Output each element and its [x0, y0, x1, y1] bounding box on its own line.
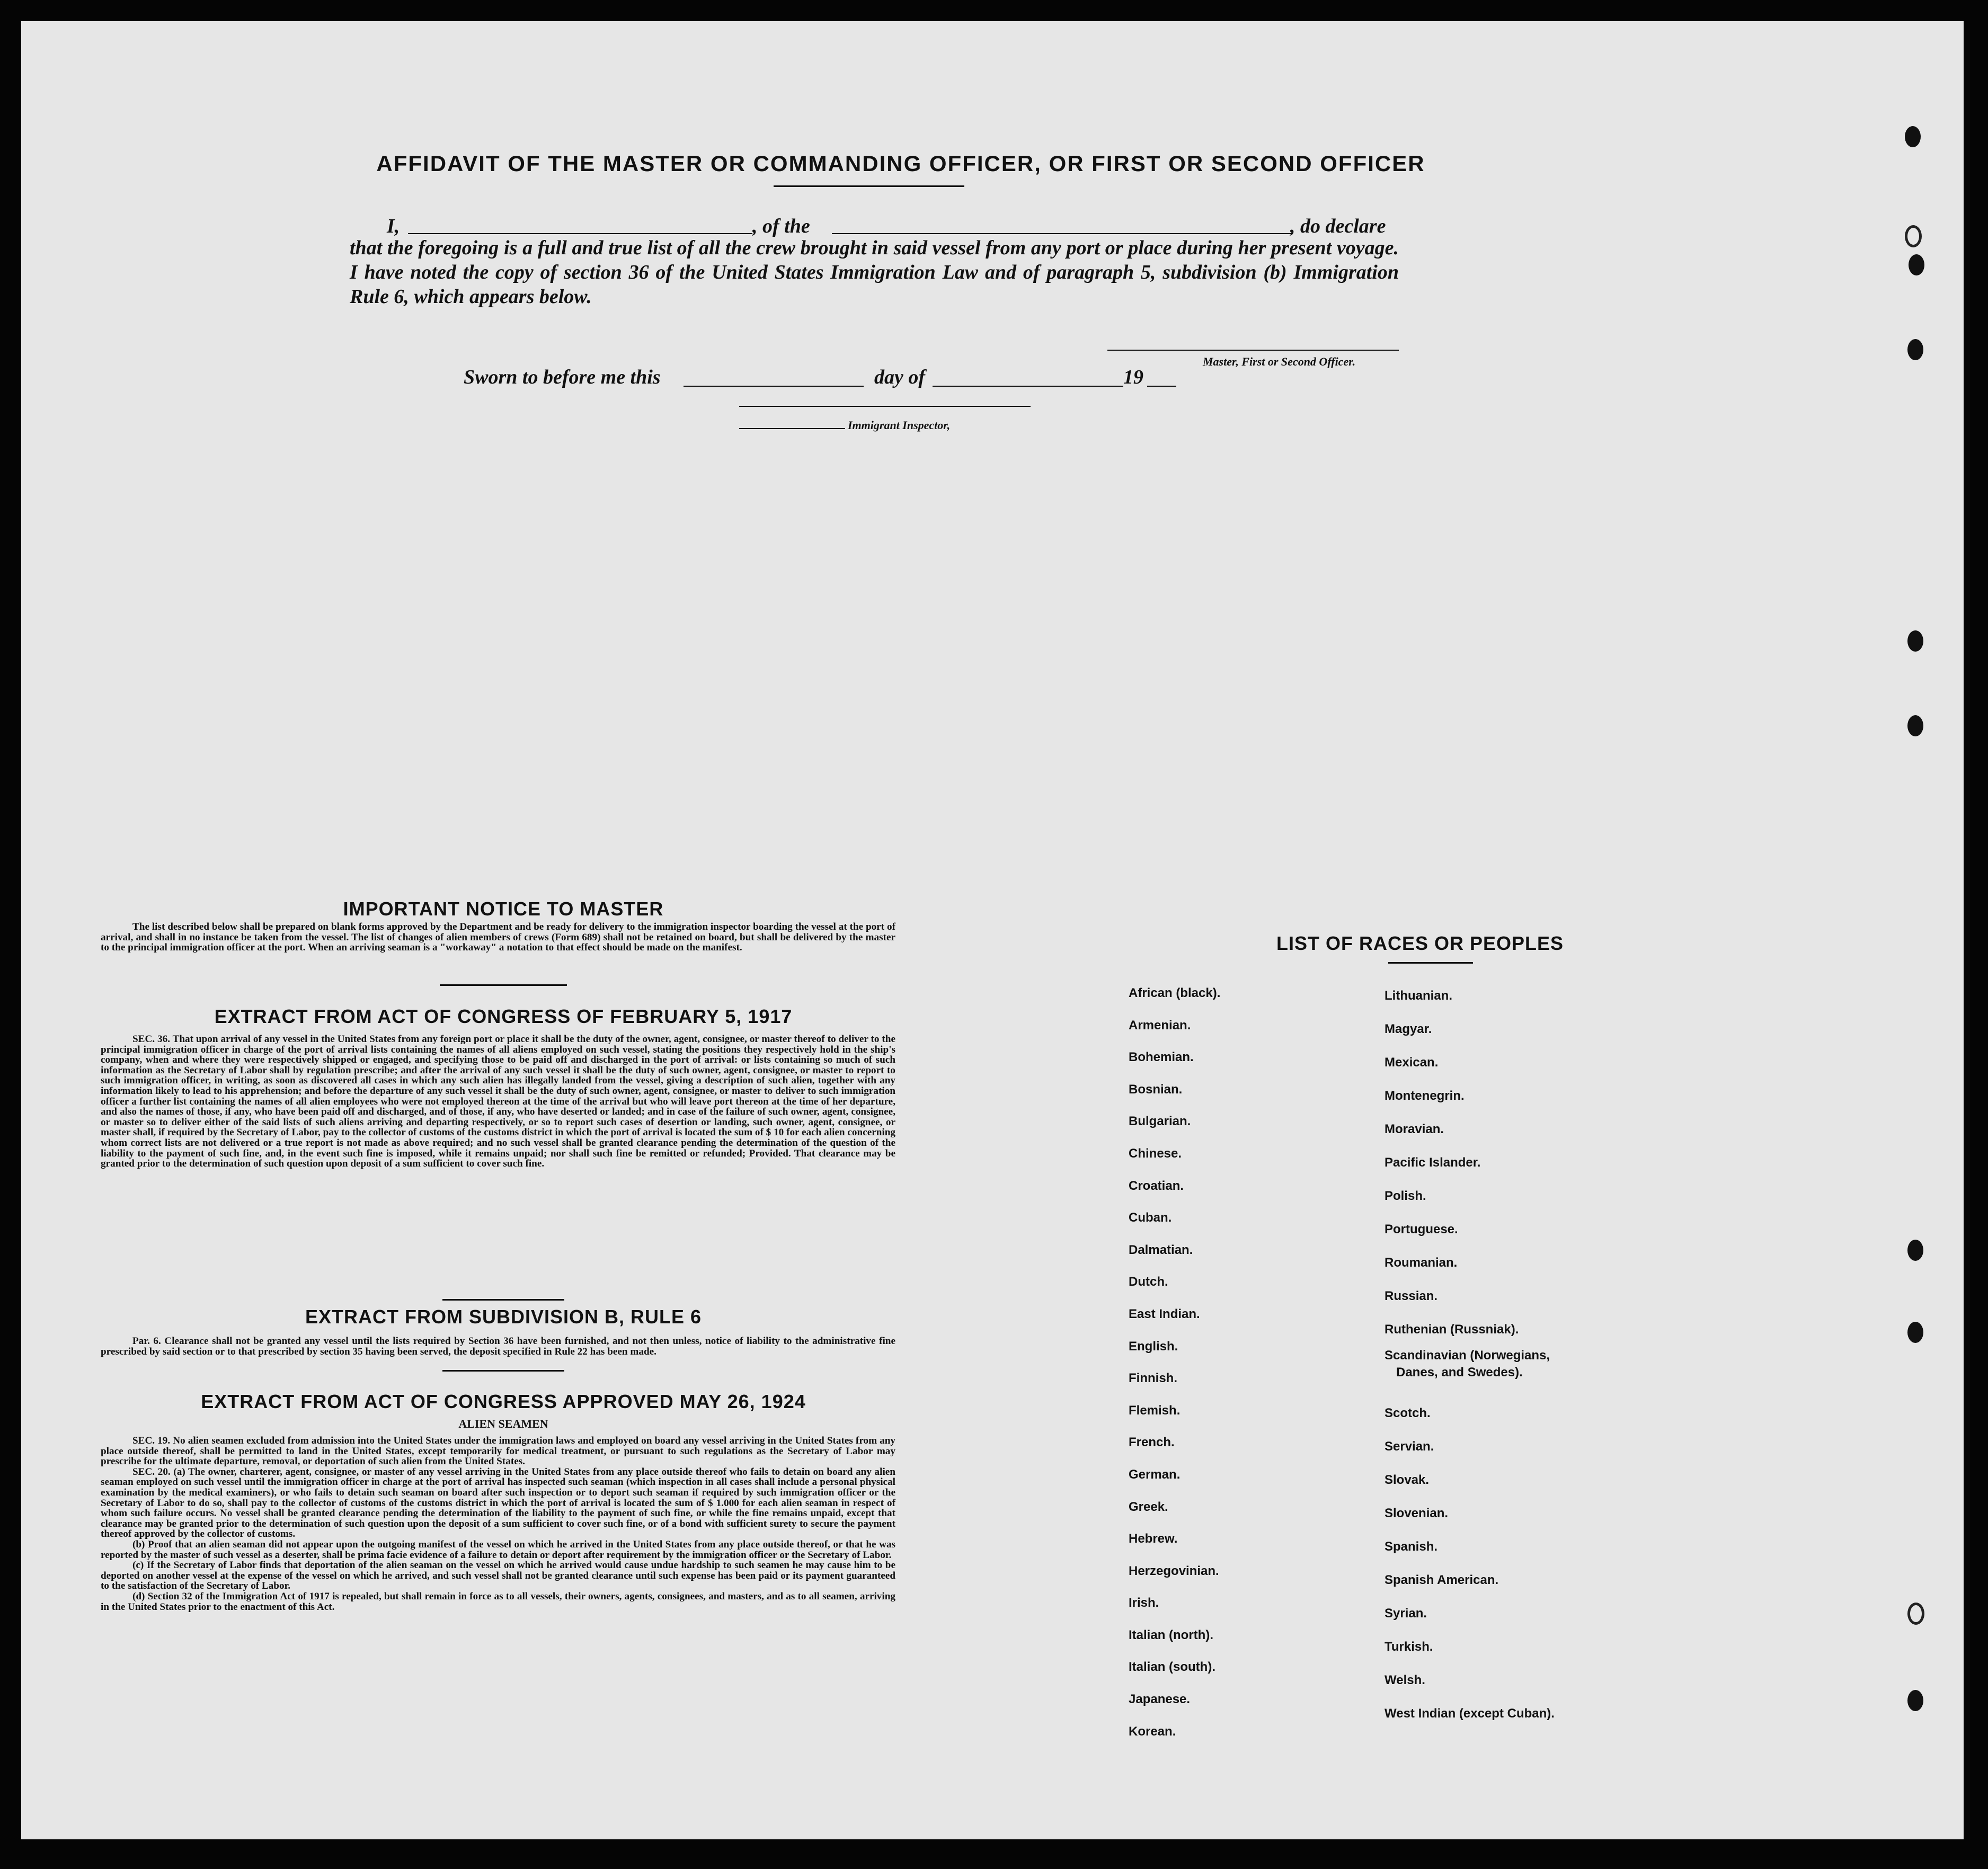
race-item: English. — [1129, 1339, 1178, 1354]
binder-hole — [1905, 225, 1922, 247]
extract-1924-body — [101, 1436, 895, 1612]
races-rule — [1388, 962, 1473, 964]
notice-body — [101, 922, 895, 953]
race-item: Lithuanian. — [1384, 989, 1452, 1003]
race-item: Polish. — [1384, 1189, 1426, 1203]
binder-hole — [1905, 126, 1921, 147]
day-of-label: day of — [874, 366, 926, 388]
affidavit-title: AFFIDAVIT OF THE MASTER OR COMMANDING OFFICER, OR FIRST OR SECOND OFFICER — [376, 151, 1425, 176]
extract-rule6-body — [101, 1336, 895, 1357]
notice-rule — [440, 984, 567, 986]
race-item: German. — [1129, 1467, 1181, 1482]
race-item: Hebrew. — [1129, 1532, 1178, 1546]
vessel-line-label: , of the — [752, 215, 810, 237]
race-item: West Indian (except Cuban). — [1384, 1706, 1555, 1721]
notice-title: IMPORTANT NOTICE TO MASTER — [343, 898, 664, 920]
race-item: Syrian. — [1384, 1606, 1427, 1621]
race-item: Croatian. — [1129, 1178, 1184, 1193]
races-left-column — [1129, 977, 1220, 1748]
race-item: Bosnian. — [1129, 1082, 1183, 1097]
race-item: Russian. — [1384, 1289, 1438, 1303]
race-item: Greek. — [1129, 1499, 1168, 1514]
declare-label: , do declare — [1290, 215, 1386, 237]
sworn-label: Sworn to before me this — [464, 366, 661, 388]
race-item: Scandinavian (Norwegians, — [1384, 1348, 1550, 1363]
vessel-name-field[interactable] — [832, 233, 1293, 234]
binder-hole — [1907, 1240, 1923, 1261]
inspector-signature-field[interactable] — [739, 406, 1031, 407]
notice-paragraph: The list described below shall be prepared on blank forms approved by the Department and be ready for delivery to the immigration inspector boarding the vessel at the port of arrival, and shall in no instance be taken from the vessel. The list of changes of alien members of crews (Form 689) shall not be retained on board, but shall be delivered by the master to the principal immigration officer at the port. When an arriving seaman is a "workaway" a notation to that effect should be made on the manifest. — [101, 921, 895, 954]
race-item: Ruthenian (Russniak). — [1384, 1322, 1519, 1337]
race-item: Bulgarian. — [1129, 1114, 1191, 1129]
race-item: Chinese. — [1129, 1146, 1182, 1161]
extract-1917-rule — [442, 1299, 564, 1301]
race-item: Slovak. — [1384, 1473, 1430, 1487]
race-item: Irish. — [1129, 1596, 1159, 1610]
race-item: Spanish. — [1384, 1539, 1438, 1554]
race-item: Herzegovinian. — [1129, 1563, 1219, 1578]
sec-20d-paragraph: (d) Section 32 of the Immigration Act of 1917 is repealed, but shall remain in force as to all vessels, their owners, agents, consignees, and masters, and as to all seamen, arriving in the United States prior to the enactment of this Act. — [101, 1590, 895, 1613]
binder-hole — [1907, 1690, 1923, 1711]
race-item: Japanese. — [1129, 1692, 1191, 1707]
race-item: Korean. — [1129, 1724, 1176, 1739]
race-item: East Indian. — [1129, 1306, 1200, 1321]
master-signature-field[interactable] — [1107, 350, 1399, 351]
race-item: Bohemian. — [1129, 1050, 1194, 1065]
inspector-prefix-rule — [739, 428, 845, 429]
extract-1917-body — [101, 1034, 895, 1169]
binder-hole — [1907, 715, 1923, 736]
affidavit-body: that the foregoing is a full and true list of all the crew brought in said vessel from any port or place during her present voyage. I have noted the copy of section 36 of the United States Immigration Law and of paragraph 5, subdivision (b) Immigration Rule 6, which appears below. — [350, 237, 1399, 308]
manifest-back-page — [21, 21, 1964, 1839]
races-right-column — [1384, 980, 1555, 1731]
binder-hole — [1907, 1322, 1923, 1343]
extract-rule6-title: EXTRACT FROM SUBDIVISION B, RULE 6 — [305, 1306, 702, 1328]
race-item: Danes, and Swedes). — [1396, 1365, 1523, 1380]
race-item: Turkish. — [1384, 1640, 1433, 1654]
race-item: Dalmatian. — [1129, 1242, 1193, 1257]
race-item: Montenegrin. — [1384, 1089, 1465, 1103]
race-item: Cuban. — [1129, 1211, 1172, 1225]
sworn-month-field[interactable] — [933, 386, 1123, 387]
binder-hole — [1909, 254, 1924, 275]
sworn-day-field[interactable] — [684, 386, 864, 387]
sec-36-paragraph: SEC. 36. That upon arrival of any vessel in the United States from any foreign port or place it shall be the duty of the owner, agent, consignee, or master thereof to deliver to the principal immigration officer in charge of the port of arrival lists containing the names of all aliens employed on such vessel, stating the positions they respectively hold in the ship's company, when and where they were respectively shipped or engaged, and specifying those to be paid off and discharged in the port of arrival: or lists containing so much of such information as the Secretary of Labor shall by regulation prescribe; and after the arrival of any such vessel it shall be the duty of such owner, agent, consignee, or master to report to such immigration officer, in writing, as soon as discovered all cases in which any such alien has illegally landed from the vessel, giving a description of such alien, together with any information likely to lead to his apprehension; and before the departure of any such vessel it shall be the duty of such owner, agent, consignee, or master to deliver to such immigration officer a further list containing the names of all alien employees who were not employed thereon at the time of the arrival but who will leave port thereon at the time of her departure, and also the names of those, if any, who have been paid off and discharged, and of those, if any, who have deserted or landed; and in case of the failure of such owner, agent, consignee, or master so to deliver either of the said lists of such aliens arriving and departing respectively, or so to report such cases of desertion or landing, such owner, agent, consignee, or master shall, if required by the Secretary of Labor, pay to the collector of customs of the customs district in which the port of arrival is located the sum of $ 10 for each alien concerning whom correct lists are not delivered or a true report is not made as above required; and no such vessel shall be granted clearance pending the determination of the question of the liability to the payment of such fine, and, in the event such fine is imposed, while it remains unpaid; nor shall such fine be remitted or refunded; Provided. That clearance may be granted prior to the determination of such question upon deposit of a sum sufficient to cover such fine. — [101, 1034, 895, 1170]
alien-seamen-subtitle: ALIEN SEAMEN — [458, 1417, 548, 1430]
binder-hole — [1907, 339, 1923, 360]
binder-hole — [1907, 630, 1923, 652]
extract-rule6-rule — [442, 1370, 564, 1372]
year-prefix: 19 — [1123, 366, 1143, 388]
race-item: Dutch. — [1129, 1275, 1168, 1289]
race-item: Moravian. — [1384, 1122, 1444, 1136]
races-title: LIST OF RACES OR PEOPLES — [1276, 932, 1564, 954]
sworn-year-field[interactable] — [1147, 386, 1176, 387]
sec-19-paragraph: SEC. 19. No alien seamen excluded from admission into the United States under the immigration laws and employed on board any vessel arriving in the United States from any place outside thereof, shall be permitted to land in the United States, except temporarily for medical treatment, or pursuant to such regulations as the Secretary of Labor may prescribe for the ultimate departure, removal, or deportation of such alien from the United States. — [101, 1435, 895, 1467]
sec-20b-paragraph: (b) Proof that an alien seaman did not appear upon the outgoing manifest of the vessel on which he arrived in the United States from any place outside thereof, or that he was reported by the master of such vessel as a deserter, shall be prima facie evidence of a failure to detain or deport after requirement by the immigration officer or the Secretary of Labor. — [101, 1538, 895, 1561]
race-item: Magyar. — [1384, 1022, 1432, 1036]
extract-1924-title: EXTRACT FROM ACT OF CONGRESS APPROVED MAY 26, 1924 — [201, 1391, 806, 1412]
sec-20a-paragraph: SEC. 20. (a) The owner, charterer, agent, consignee, or master of any vessel arriving in the United States from any place outside thereof who fails to detain on board any alien seaman employed on such vessel until the immigration officer in charge at the port of arrival has inspected such seaman (which inspection in all cases shall include a personal physical examination by the medical examiners), or who fails to detain such seaman on board after such inspection or to deport such seaman if required by such immigration officer or the Secretary of Labor to do so, shall pay to the collector of customs of the customs district in which the port of arrival is located the sum of $ 1.000 for each alien seaman in respect of whom such failure occurs. No vessel shall be granted clearance pending the determination of the liability to the payment of such fine, or while the fine remains unpaid, except that clearance may be granted prior to the determination of such question upon the deposit of a sum sufficient to cover such fine, or of a bond with sufficient surety to secure the payment thereof approved by the collector of customs. — [101, 1466, 895, 1540]
race-item: Pacific Islander. — [1384, 1155, 1481, 1170]
affiant-line-label: I, — [387, 215, 400, 237]
par-6-paragraph: Par. 6. Clearance shall not be granted any vessel until the lists required by Section 36 have been furnished, and not then unless, notice of liability to the administrative fine prescribed by said section or to that prescribed by section 35 having been served, the deposit specified in Rule 22 has been made. — [101, 1336, 895, 1357]
race-item: Spanish American. — [1384, 1573, 1499, 1587]
race-item: Italian (north). — [1129, 1627, 1213, 1642]
race-item: Italian (south). — [1129, 1660, 1215, 1675]
affiant-name-field[interactable] — [408, 233, 752, 234]
sec-20c-paragraph: (c) If the Secretary of Labor finds that deportation of the alien seaman on the vessel on which he arrived would cause undue hardship to such seamen he may cause him to be deported on another vessel at the expense of the vessel on which he arrived, and such vessel shall not be granted clearance until such expense has been paid or its payment guaranteed to the satisfaction of the Secretary of Labor. — [101, 1560, 895, 1592]
race-item: Portuguese. — [1384, 1222, 1458, 1236]
race-item: African (black). — [1129, 986, 1221, 1000]
binder-hole — [1907, 1603, 1924, 1625]
race-item: Mexican. — [1384, 1055, 1439, 1070]
race-item: Slovenian. — [1384, 1506, 1449, 1520]
race-item: Flemish. — [1129, 1403, 1181, 1418]
master-signature-label: Master, First or Second Officer. — [1203, 355, 1356, 368]
extract-1917-title: EXTRACT FROM ACT OF CONGRESS OF FEBRUARY 5, 1917 — [214, 1005, 793, 1027]
title-rule — [774, 185, 964, 187]
race-item: Finnish. — [1129, 1371, 1177, 1386]
race-item: Welsh. — [1384, 1673, 1425, 1687]
race-item: Scotch. — [1384, 1406, 1431, 1420]
race-item: Roumanian. — [1384, 1256, 1458, 1270]
inspector-label: Immigrant Inspector, — [848, 419, 951, 432]
race-item: Servian. — [1384, 1439, 1434, 1454]
race-item: Armenian. — [1129, 1018, 1191, 1033]
race-item: French. — [1129, 1435, 1175, 1450]
